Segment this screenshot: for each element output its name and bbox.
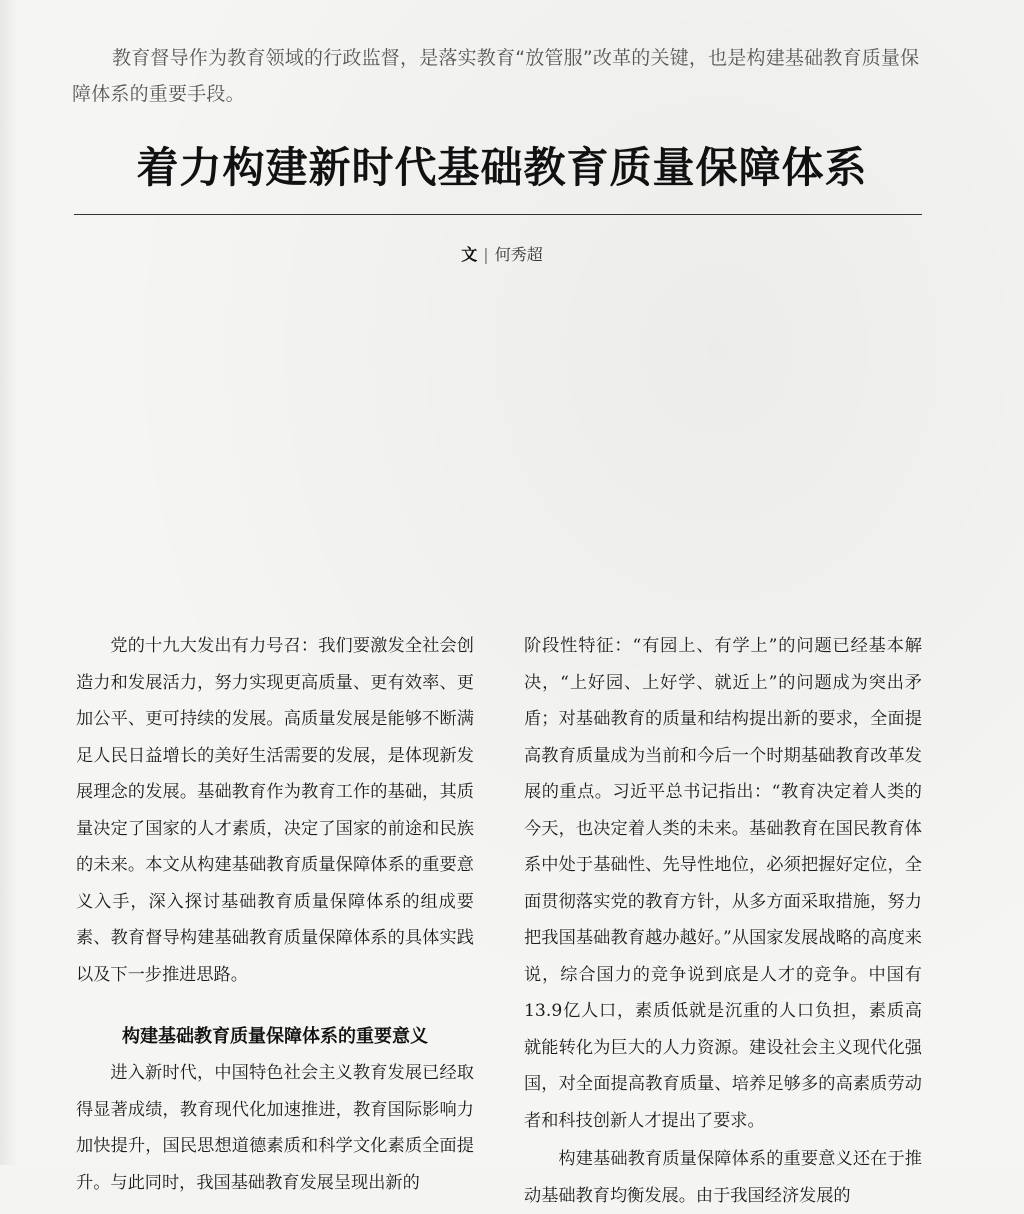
left-column [76, 628, 474, 1201]
title-divider [74, 214, 922, 215]
body-paragraph: 进入新时代，中国特色社会主义教育发展已经取得显著成绩，教育现代化加速推进，教育国际影响力加快提升，国民思想道德素质和科学文化素质全面提升。与此同时，我国基础教育发展呈现出新的 [76, 1063, 474, 1193]
byline [72, 242, 932, 268]
author-name: 何秀超 [494, 245, 543, 264]
article-title: 着力构建新时代基础教育质量保障体系 [136, 143, 868, 192]
body-paragraph: 构建基础教育质量保障体系的重要意义还在于推动基础教育均衡发展。由于我国经济发展的 [524, 1149, 922, 1206]
article-lede: 教育督导作为教育领域的行政监督，是落实教育“放管服”改革的关键，也是构建基础教育质量保障体系的重要手段。 [72, 47, 920, 105]
body-paragraph: 党的十九大发出有力号召：我们要激发全社会创造力和发展活力，努力实现更高质量、更有效率、更加公平、更可持续的发展。高质量发展是能够不断满足人民日益增长的美好生活需要的发展，是体现新发展理念的发展。基础教育作为教育工作的基础，其质量决定了国家的人才素质，决定了国家的前途和民族的未来。本文从构建基础教育质量保障体系的重要意义入手，深入探讨基础教育质量保障体系的组成要素、教育督导构建基础教育质量保障体系的具体实践以及下一步推进思路。 [76, 636, 474, 985]
byline-label: 文 [461, 245, 478, 264]
byline-separator: | [483, 245, 489, 264]
body-paragraph: 阶段性特征：“有园上、有学上”的问题已经基本解决，“上好园、上好学、就近上”的问题成为突出矛盾；对基础教育的质量和结构提出新的要求，全面提高教育质量成为当前和今后一个时期基础教育改革发展的重点。习近平总书记指出：“教育决定着人类的今天，也决定着人类的未来。基础教育在国民教育体系中处于基础性、先导性地位，必须把握好定位，全面贯彻落实党的教育方针，从多方面采取措施，努力把我国基础教育越办越好。”从国家发展战略的高度来说，综合国力的竞争说到底是人才的竞争。中国有13.9亿人口，素质低就是沉重的人口负担，素质高就能转化为巨大的人力资源。建设社会主义现代化强国，对全面提高教育质量、培养足够多的高素质劳动者和科技创新人才提出了要求。 [524, 636, 922, 1131]
section-heading: 构建基础教育质量保障体系的重要意义 [122, 1026, 428, 1047]
right-column [524, 628, 922, 1214]
